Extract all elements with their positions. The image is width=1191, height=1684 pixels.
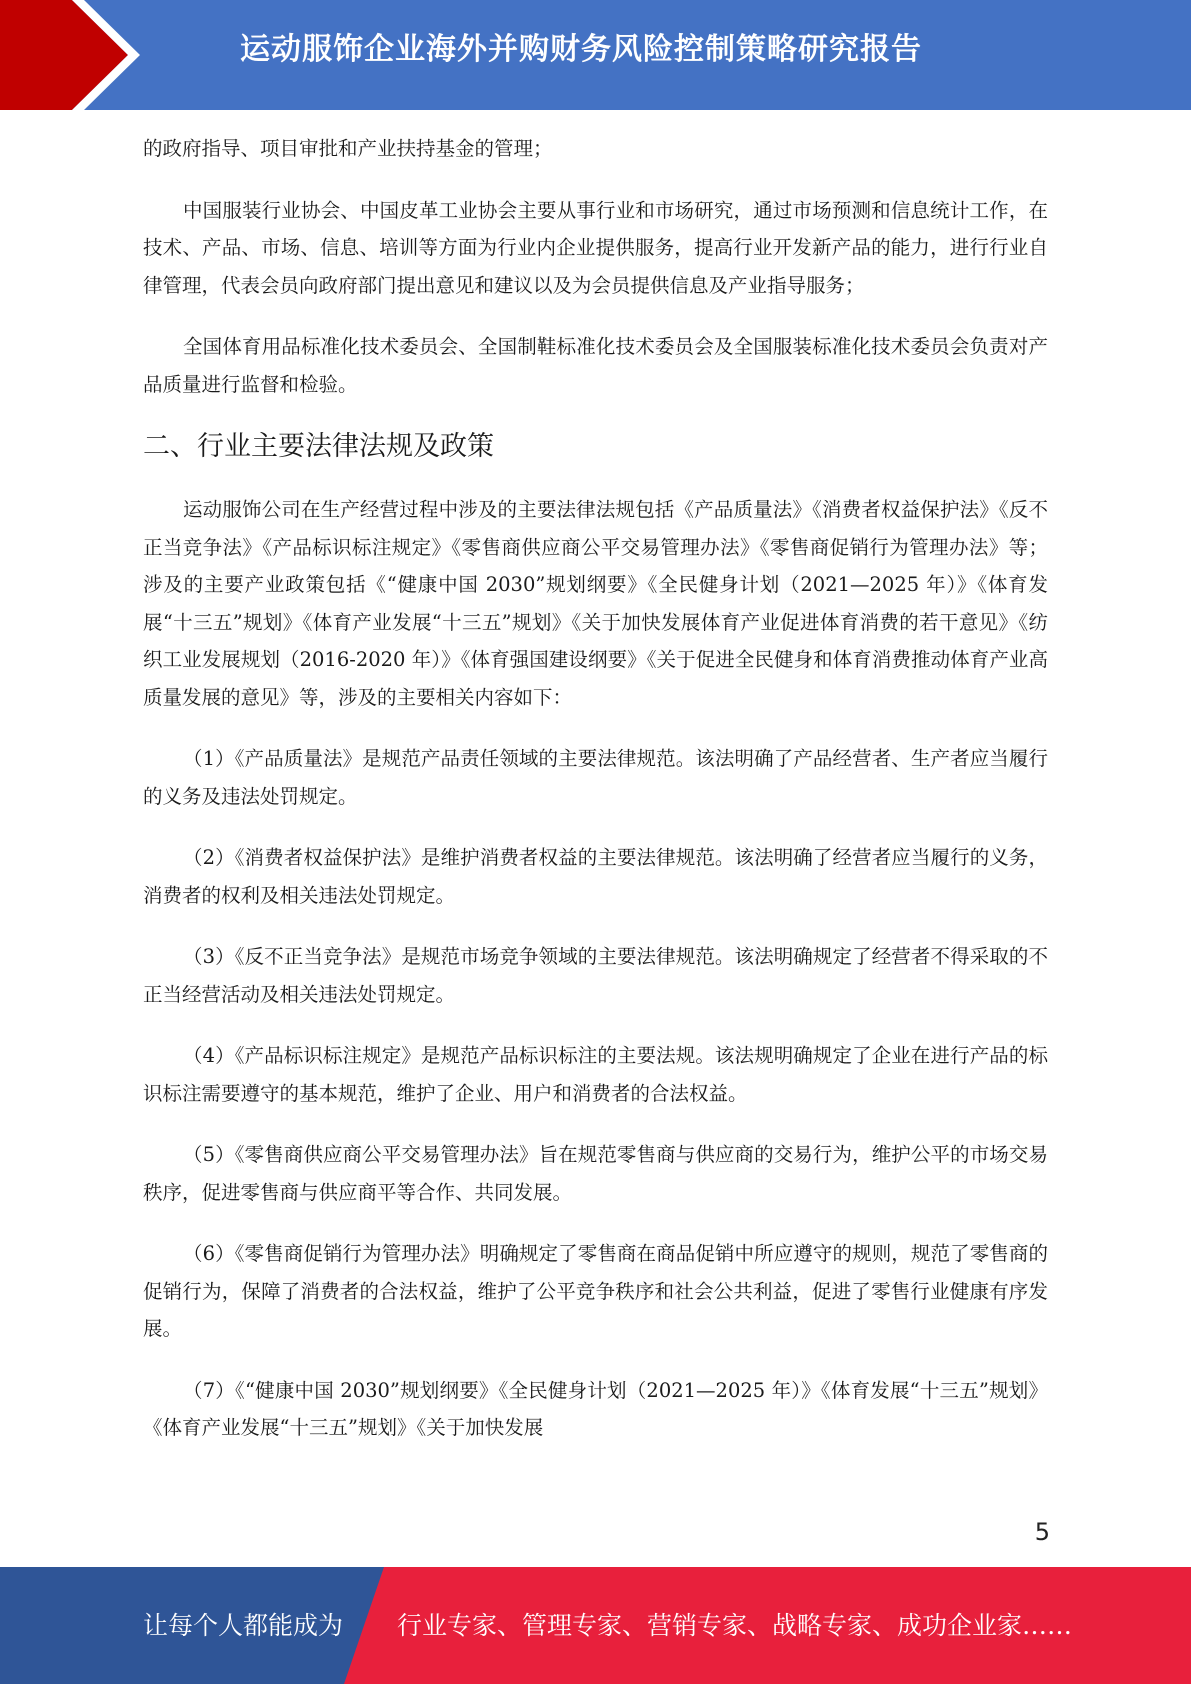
- list-item-7: （7）《“健康中国 2030”规划纲要》《全民健身计划（2021—2025 年）》《体育发展“十三五”规划》《体育产业发展“十三五”规划》《关于加快发展: [143, 1378, 1048, 1439]
- list-item-5: （5）《零售商供应商公平交易管理办法》旨在规范零售商与供应商的交易行为，维护公平的市场交易秩序，促进零售商与供应商平等合作、共同发展。: [143, 1143, 1048, 1204]
- footer-slogan-left: 让每个人都能成为: [143, 1611, 344, 1640]
- paragraph-associations: 中国服装行业协会、中国皮革工业协会主要从事行业和市场研究，通过市场预测和信息统计工作，在技术、产品、市场、信息、培训等方面为行业内企业提供服务，提高行业开发新产品的能力，进行行业自律管理，代表会员向政府部门提出意见和建议以及为会员提供信息及产业指导服务；: [143, 198, 1048, 297]
- document-body: [143, 130, 1048, 1447]
- report-title: 运动服饰企业海外并购财务风险控制策略研究报告: [240, 32, 922, 67]
- section-heading: 二、行业主要法律法规及政策: [143, 431, 494, 462]
- list-item-4: （4）《产品标识标注规定》是规范产品标识标注的主要法规。该法规明确规定了企业在进行产品的标识标注需要遵守的基本规范，维护了企业、用户和消费者的合法权益。: [143, 1044, 1048, 1105]
- page-header: [0, 0, 1191, 110]
- header-chevron-decoration: [0, 0, 160, 110]
- chevron-red-shape: [0, 0, 128, 110]
- list-item-3: （3）《反不正当竞争法》是规范市场竞争领域的主要法律规范。该法明确规定了经营者不得采取的不正当经营活动及相关违法处罚规定。: [143, 945, 1048, 1006]
- paragraph-intro: 运动服饰公司在生产经营过程中涉及的主要法律法规包括《产品质量法》《消费者权益保护法》《反不正当竞争法》《产品标识标注规定》《零售商供应商公平交易管理办法》《零售商促销行为管理办法》等；涉及的主要产业政策包括《“健康中国 2030”规划纲要》《全民健身计划（2021—2025 年）》《体育发展“十三五”规划》《体育产业发展“十三五”规划》《关于加快发展体育产业促进体育消费的若干意见》《纺织工业发展规划（2016-2020 年）》《体育强国建设纲要》《关于促进全民健身和体育消费推动体育产业高质量发展的意见》等，涉及的主要相关内容如下：: [143, 498, 1048, 709]
- list-item-6: （6）《零售商促销行为管理办法》明确规定了零售商在商品促销中所应遵守的规则，规范了零售商的促销行为，保障了消费者的合法权益，维护了公平竞争秩序和社会公共利益，促进了零售行业健康有序发展。: [143, 1242, 1048, 1340]
- paragraph-committees: 全国体育用品标准化技术委员会、全国制鞋标准化技术委员会及全国服装标准化技术委员会负责对产品质量进行监督和检验。: [143, 335, 1048, 396]
- page-footer: [0, 1567, 1191, 1684]
- list-item-1: （1）《产品质量法》是规范产品责任领域的主要法律规范。该法明确了产品经营者、生产者应当履行的义务及违法处罚规定。: [143, 747, 1048, 808]
- paragraph-continuation: 的政府指导、项目审批和产业扶持基金的管理；: [143, 137, 553, 160]
- footer-slogan-right: 行业专家、管理专家、营销专家、战略专家、成功企业家……: [397, 1611, 1073, 1640]
- list-item-2: （2）《消费者权益保护法》是维护消费者权益的主要法律规范。该法明确了经营者应当履行的义务，消费者的权利及相关违法处罚规定。: [143, 846, 1048, 907]
- page-number: 5: [1034, 1518, 1050, 1546]
